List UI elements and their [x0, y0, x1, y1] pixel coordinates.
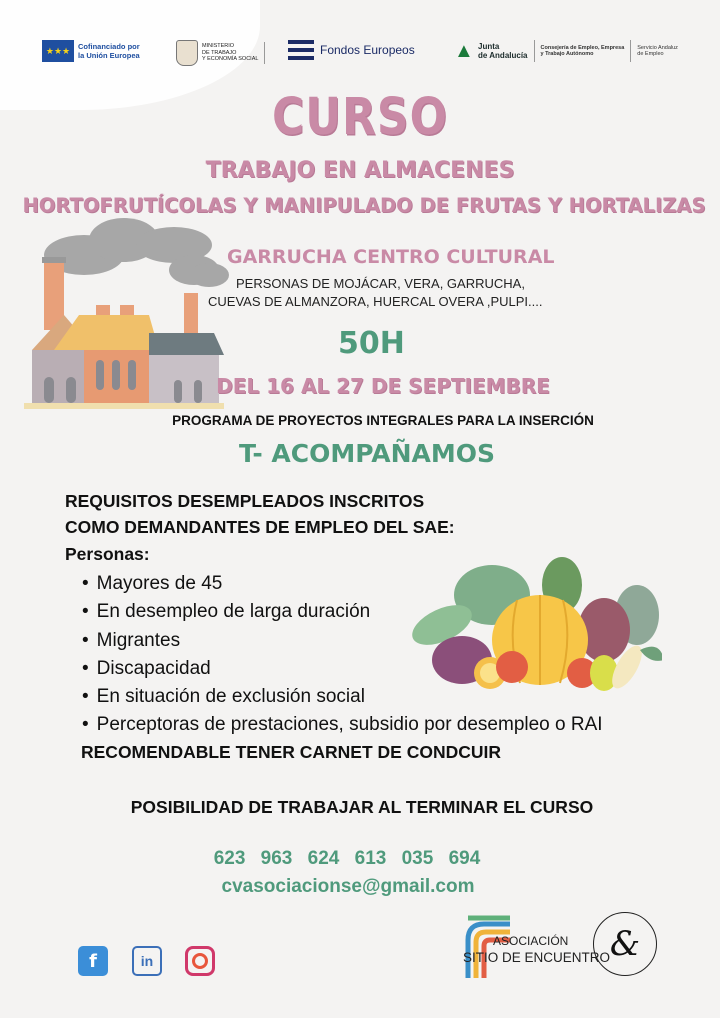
list-item: • Migrantes	[82, 627, 603, 655]
fondos-logo	[288, 40, 415, 60]
program-name: T- ACOMPAÑAMOS	[238, 439, 496, 468]
requirements-line-2: COMO DEMANDANTES DE EMPLEO DEL SAE:	[65, 517, 455, 537]
course-hours: 50H	[338, 326, 405, 361]
page-title: CURSO	[272, 88, 448, 147]
requirements	[65, 488, 455, 540]
persons-line-1: PERSONAS DE MOJÁCAR, VERA, GARRUCHA,	[236, 276, 525, 291]
persons-line-2: CUEVAS DE ALMANZORA, HUERCAL OVERA ,PULPI....	[208, 294, 543, 309]
fondos-text: Fondos Europeos	[320, 43, 415, 57]
contact-phones: 623 963 624 613 035 694	[213, 848, 481, 869]
spain-crest-icon	[176, 40, 198, 66]
servicio-text: Servicio Andaluz de Empleo	[637, 44, 678, 57]
vegetables-illustration	[412, 555, 662, 705]
association-name: SITIO DE ENCUENTRO	[463, 950, 611, 965]
list-item: • En desempleo de larga duración	[82, 598, 603, 626]
facebook-icon[interactable]: f	[78, 946, 108, 976]
sponsor-logos	[42, 40, 682, 72]
junta-logo	[454, 40, 678, 62]
requirements-line-1: REQUISITOS DESEMPLEADOS INSCRITOS	[65, 491, 425, 511]
job-possibility: POSIBILIDAD DE TRABAJAR AL TERMINAR EL CURSO	[130, 797, 594, 817]
list-item: • Discapacidad	[82, 655, 603, 683]
location: GARRUCHA CENTRO CULTURAL	[227, 246, 555, 268]
list-item: • Perceptoras de prestaciones, subsidio por desempleo o RAI	[82, 711, 603, 739]
fondos-europeos-icon	[288, 40, 314, 60]
linkedin-icon[interactable]: in	[132, 946, 162, 976]
course-dates: DEL 16 AL 27 DE SEPTIEMBRE	[216, 374, 550, 398]
ministerio-logo	[176, 40, 271, 66]
contact-email: cvasociacionse@gmail.com	[221, 876, 475, 897]
course-subtitle-1: TRABAJO EN ALMACENES	[205, 158, 515, 183]
association-monogram-logo: &	[593, 912, 657, 976]
eu-flag-icon: ★★★	[42, 40, 74, 62]
persons-label: Personas:	[65, 544, 150, 564]
recommendation: RECOMENDABLE TENER CARNET DE CONDCUIR	[81, 742, 502, 762]
consejeria-text: Consejería de Empleo, Empresa y Trabajo Autónomo	[540, 44, 625, 57]
list-item: • Mayores de 45	[82, 570, 603, 598]
instagram-icon[interactable]	[185, 946, 215, 976]
divider	[630, 40, 631, 62]
divider	[534, 40, 535, 62]
eu-logo-text: Cofinanciado por la Unión Europea	[78, 42, 140, 60]
program-label: PROGRAMA DE PROYECTOS INTEGRALES PARA LA INSERCIÓN	[172, 413, 594, 428]
ministerio-text: MINISTERIO DE TRABAJO Y ECONOMÍA SOCIAL	[202, 43, 259, 63]
list-item: • En situación de exclusión social	[82, 683, 603, 711]
divider	[264, 42, 265, 64]
course-subtitle-2: HORTOFRUTÍCOLAS Y MANIPULADO DE FRUTAS Y HORTALIZAS	[22, 194, 706, 217]
junta-andalucia-icon: ▲	[454, 40, 474, 62]
eu-logo	[42, 40, 140, 62]
junta-text: Junta de Andalucía	[478, 42, 528, 60]
association-label: ASOCIACIÓN	[493, 934, 569, 948]
